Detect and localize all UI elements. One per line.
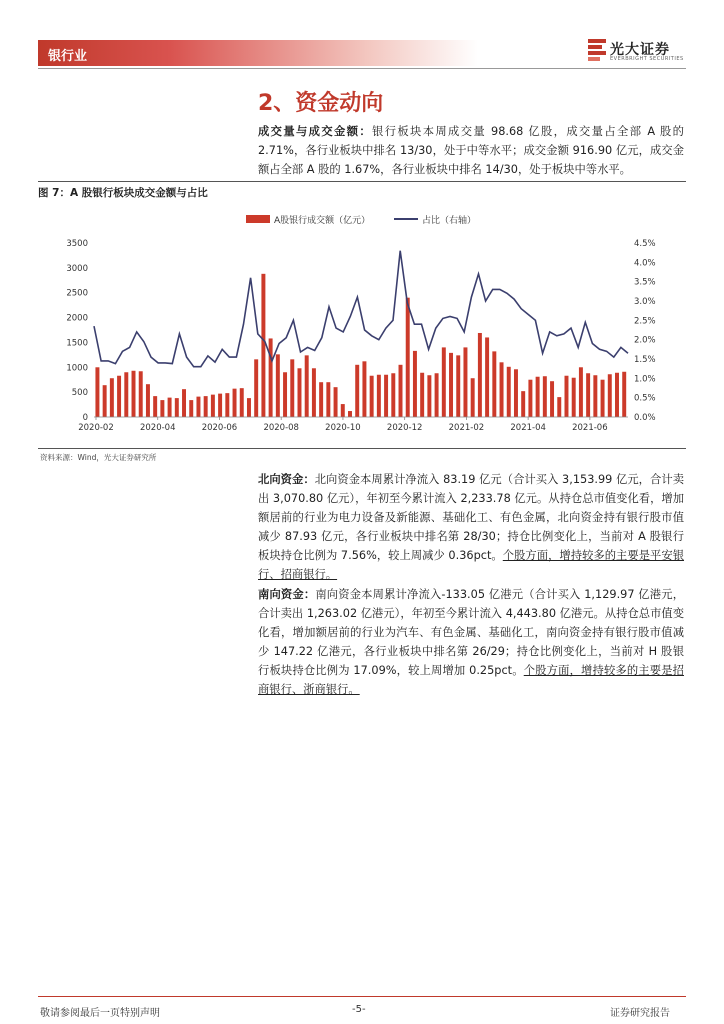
x-tick-label: 2021-02 <box>448 423 485 433</box>
turnover-bar <box>225 393 229 417</box>
turnover-bar <box>261 274 265 417</box>
y-right-tick-label: 0.0% <box>634 413 656 423</box>
paragraph-body: 银行板块本周成交量 98.68 亿股，成交量占全部 A 股的 2.71%，各行业板块中排名 13/30，处于中等水平；成交金额 916.90 亿元，成交金额占全部 A 股的 1.67%，各行业板块中排名 14/30，处于板块中等水平。 <box>258 125 684 176</box>
paragraph-body: 北向资金本周累计净流入 83.19 亿元（合计买入 3,153.99 亿元，合计卖出 3,070.80 亿元），年初至今累计流入 2,233.78 亿元。从持仓总市值变化看，增加额居前的行业为电力设备及新能源、基础化工、有色金属，北向资金持有银行股市值减少 87.93 亿元，各行业板块中排名第 28/30；持仓比例变化上，当前对 A 股银行板块持仓比例为 7.56%，较上周减少 0.36pct。 <box>258 473 684 562</box>
brand-logo-icon <box>588 39 606 63</box>
turnover-bar <box>485 337 489 417</box>
section-title: 2、资金动向 <box>258 91 384 116</box>
turnover-bar <box>168 398 172 417</box>
turnover-bar <box>124 372 128 417</box>
paragraph-body: 南向资金本周累计净流入-133.05 亿港元（合计买入 1,129.97 亿港元，合计卖出 1,263.02 亿港元），年初至今累计流入 4,443.80 亿港元。从持仓总市值变化看，增加额居前的行业为汽车、有色金属、基础化工，南向资金持有银行股市值减少 147.22 亿港元，各行业板块中排名第 26/29；持仓比例变化上，当前对 H 股银行板块持仓比例为 17.09%，较上周增加 0.25pct。 <box>258 588 684 677</box>
y-right-tick-label: 2.5% <box>634 316 656 327</box>
paragraph-highlight: 个股方面，增持较多的主要是平安银行、招商银行。 <box>258 549 684 581</box>
legend-line-label: 占比（右轴） <box>422 216 477 226</box>
footer-report-type: 证券研究报告 <box>610 1008 670 1019</box>
turnover-bar <box>117 376 121 417</box>
y-left-tick-label: 2000 <box>66 313 88 324</box>
turnover-bar <box>334 387 338 417</box>
turnover-bar <box>536 377 540 417</box>
turnover-bar <box>572 378 576 417</box>
paragraph-lead: 北向资金： <box>258 473 315 486</box>
turnover-bar <box>297 368 301 417</box>
header-divider <box>38 68 686 69</box>
turnover-bar <box>160 400 164 417</box>
section-label: 银行业 <box>48 49 88 64</box>
turnover-bar <box>500 362 504 417</box>
turnover-bar <box>312 368 316 417</box>
y-left-tick-label: 3000 <box>66 263 88 274</box>
turnover-bar <box>384 375 388 417</box>
y-left-tick-label: 0 <box>82 413 88 423</box>
turnover-bar <box>435 373 439 417</box>
y-right-tick-label: 2.0% <box>634 335 656 346</box>
turnover-bar <box>233 389 237 417</box>
y-right-tick-label: 1.0% <box>634 374 656 385</box>
y-left-tick-label: 500 <box>71 388 88 399</box>
turnover-bar <box>391 373 395 417</box>
turnover-bar <box>492 351 496 417</box>
x-tick-label: 2020-10 <box>325 423 361 433</box>
x-tick-label: 2021-06 <box>572 423 608 433</box>
turnover-bar <box>204 396 208 417</box>
turnover-bar <box>211 395 215 417</box>
y-left-tick-label: 1500 <box>66 338 88 349</box>
turnover-bar <box>182 389 186 417</box>
turnover-bar <box>601 380 605 417</box>
figure-top-rule <box>38 181 686 182</box>
turnover-bar <box>579 367 583 417</box>
turnover-bar <box>153 396 157 417</box>
turnover-bar <box>370 376 374 417</box>
y-right-tick-label: 4.0% <box>634 258 656 269</box>
turnover-bar <box>240 388 244 417</box>
x-tick-label: 2020-04 <box>139 423 176 433</box>
x-tick-label: 2021-04 <box>510 423 546 433</box>
y-right-tick-label: 0.5% <box>634 393 656 404</box>
chart-legend <box>246 214 476 226</box>
turnover-bar <box>95 367 99 417</box>
turnover-bar <box>622 372 626 417</box>
brand-logo <box>588 37 688 65</box>
header-band <box>38 40 478 66</box>
legend-bar-label: A股银行成交额（亿元） <box>274 216 371 226</box>
turnover-bar <box>189 400 193 417</box>
turnover-bar <box>355 365 359 417</box>
paragraph-northbound <box>258 470 684 584</box>
y-right-tick-label: 3.0% <box>634 297 656 307</box>
turnover-bar <box>521 391 525 417</box>
turnover-bar <box>615 373 619 417</box>
turnover-bar <box>305 355 309 417</box>
turnover-bar <box>319 382 323 417</box>
turnover-bar <box>478 333 482 417</box>
turnover-bar <box>593 375 597 417</box>
share-line-series <box>94 251 628 367</box>
turnover-bar <box>427 375 431 417</box>
turnover-bar <box>276 354 280 417</box>
figure-source: 资料来源：Wind，光大证券研究所 <box>40 453 157 462</box>
turnover-bar <box>290 359 294 417</box>
turnover-bar <box>463 347 467 417</box>
footer-divider <box>38 996 686 997</box>
paragraph-southbound <box>258 585 684 699</box>
turnover-bar <box>399 365 403 417</box>
turnover-bar <box>218 394 222 417</box>
turnover-bar <box>110 378 114 417</box>
paragraph-lead: 成交量与成交金额： <box>258 125 373 138</box>
x-tick-label: 2020-08 <box>263 423 299 433</box>
turnover-bar <box>348 411 352 417</box>
turnover-bar <box>413 351 417 417</box>
paragraph-lead: 南向资金： <box>258 588 316 601</box>
turnover-bar <box>420 373 424 417</box>
x-tick-label: 2020-06 <box>201 423 238 433</box>
turnover-bar <box>528 380 532 417</box>
turnover-bar <box>132 371 136 417</box>
legend-bar-swatch <box>246 215 270 223</box>
turnover-bar <box>362 361 366 417</box>
turnover-bar <box>442 347 446 417</box>
turnover-bar <box>608 374 612 417</box>
logo-text: 光大证券 <box>610 42 670 58</box>
figure-title: 图 7：A 股银行板块成交金额与占比 <box>38 187 208 199</box>
turnover-bar <box>543 376 547 417</box>
y-left-tick-label: 2500 <box>66 288 88 299</box>
turnover-bar <box>254 359 258 417</box>
turnover-bar <box>341 404 345 417</box>
turnover-chart <box>38 205 686 445</box>
turnover-bar <box>550 381 554 417</box>
turnover-bar <box>139 371 143 417</box>
turnover-bar <box>507 367 511 417</box>
turnover-bar <box>586 373 590 417</box>
turnover-bar <box>196 397 200 417</box>
y-right-tick-label: 1.5% <box>634 355 656 365</box>
y-left-tick-label: 3500 <box>66 239 88 249</box>
turnover-bar <box>471 378 475 417</box>
figure-bottom-rule <box>38 448 686 449</box>
turnover-bar <box>146 384 150 417</box>
turnover-bar <box>564 376 568 417</box>
turnover-bar <box>377 375 381 417</box>
turnover-bar <box>269 338 273 417</box>
turnover-bar <box>175 398 179 417</box>
x-tick-label: 2020-12 <box>386 423 423 433</box>
page-number: -5- <box>352 1004 366 1015</box>
turnover-bar <box>326 382 330 417</box>
turnover-bar <box>449 353 453 417</box>
paragraph-highlight: 个股方面，增持较多的主要是招商银行、浙商银行。 <box>258 664 684 696</box>
y-left-tick-label: 1000 <box>66 363 88 374</box>
turnover-bar <box>247 398 251 417</box>
turnover-bar <box>103 385 107 417</box>
turnover-bar <box>514 369 518 417</box>
turnover-bar <box>406 298 410 417</box>
logo-subtext: EVERBRIGHT SECURITIES <box>610 56 684 62</box>
turnover-bar <box>456 355 460 417</box>
turnover-bar <box>283 372 287 417</box>
footer-disclaimer: 敬请参阅最后一页特别声明 <box>40 1008 160 1019</box>
y-right-tick-label: 4.5% <box>634 239 656 249</box>
paragraph-trading-volume <box>258 122 684 179</box>
y-right-tick-label: 3.5% <box>634 277 656 288</box>
turnover-bar <box>557 397 561 417</box>
x-tick-label: 2020-02 <box>78 423 114 433</box>
